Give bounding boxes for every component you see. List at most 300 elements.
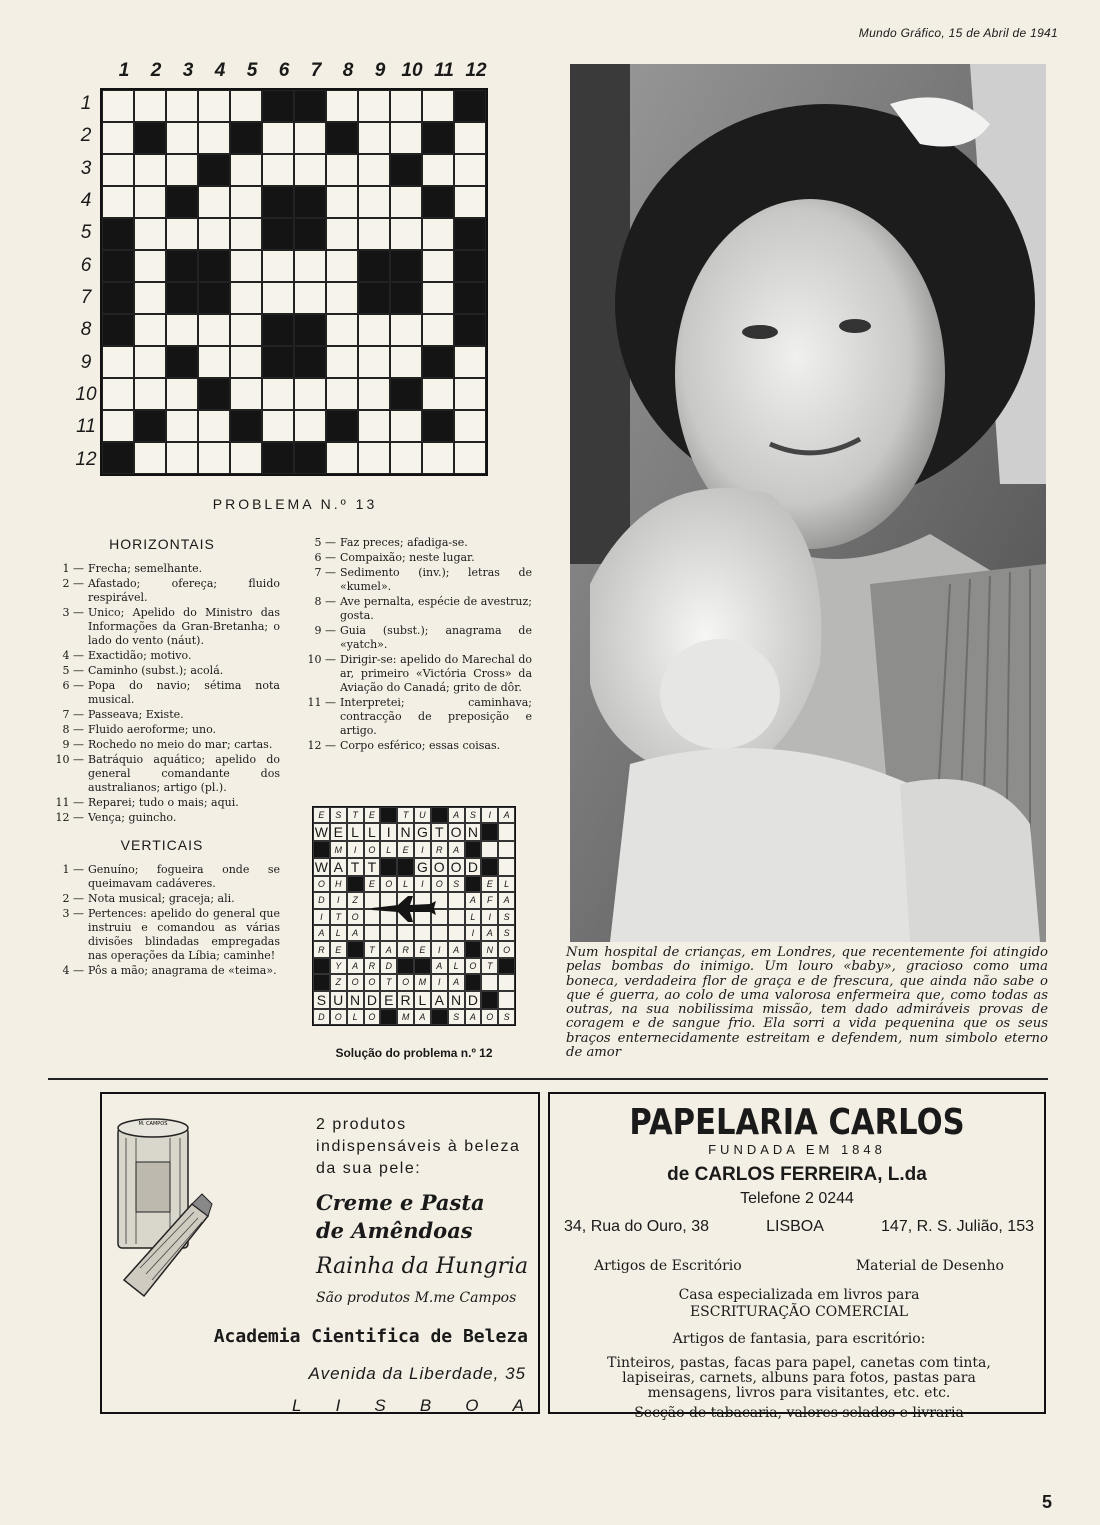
academy-city (292, 1396, 524, 1416)
black-cell (230, 410, 262, 442)
white-cell (294, 282, 326, 314)
column-number: 11 (434, 60, 454, 81)
solution-cell: Z (330, 974, 347, 990)
solution-cell: O (380, 876, 397, 892)
solution-cell: S (465, 807, 482, 823)
white-cell (422, 282, 454, 314)
row-number: 12 (75, 448, 97, 470)
clue-item (44, 679, 280, 707)
black-cell (294, 90, 326, 122)
clue-item (296, 624, 532, 652)
product-name-2: Rainha da Hungria (316, 1254, 529, 1279)
clue-text: Popa do navio; sétima nota musical. (88, 679, 280, 706)
clue-item (44, 796, 280, 810)
white-cell (262, 282, 294, 314)
white-cell (102, 186, 134, 218)
clue-number: 4 — (62, 649, 84, 662)
clue-text: Frecha; semelhante. (88, 562, 203, 575)
solution-cell: A (330, 858, 347, 876)
city-letter: A (512, 1396, 524, 1415)
row-number: 3 (80, 157, 92, 179)
solution-cell: I (414, 841, 431, 857)
black-cell (134, 410, 166, 442)
papelaria-items (594, 1258, 1004, 1274)
horizontais-section (44, 536, 280, 979)
clue-item (44, 753, 280, 795)
white-cell (422, 218, 454, 250)
clue-item (296, 536, 532, 550)
solution-cell: E (414, 941, 431, 957)
white-cell (166, 314, 198, 346)
solution-cell: W (314, 824, 329, 841)
solution-cell (448, 925, 465, 941)
solution-cell: R (313, 941, 330, 957)
solution-cell: T (481, 958, 498, 974)
airplane-icon (368, 892, 438, 926)
clue-number: 3 — (62, 606, 84, 619)
solution-black-cell (313, 841, 330, 857)
clue-item (296, 595, 532, 623)
black-cell (262, 442, 294, 474)
black-cell (454, 314, 486, 346)
solution-black-cell (465, 974, 482, 990)
nurse-baby-photo (570, 64, 1046, 942)
white-cell (198, 314, 230, 346)
black-cell (166, 186, 198, 218)
white-cell (454, 122, 486, 154)
black-cell (102, 442, 134, 474)
solution-cell: R (431, 841, 448, 857)
white-cell (358, 90, 390, 122)
black-cell (198, 378, 230, 410)
white-cell (454, 346, 486, 378)
crossword-row-numbers (74, 88, 98, 476)
solution-cell: S (448, 1009, 465, 1025)
clue-number: 8 — (314, 595, 336, 608)
solution-cell: L (380, 841, 397, 857)
column-number: 7 (310, 60, 322, 81)
clue-text: Caminho (subst.); acolá. (88, 664, 224, 677)
solution-cell: T (431, 823, 448, 841)
solution-cell: S (498, 925, 515, 941)
black-cell (390, 154, 422, 186)
solution-cell (481, 974, 498, 990)
black-cell (390, 282, 422, 314)
papelaria-addresses (564, 1218, 1034, 1236)
white-cell (134, 378, 166, 410)
solution-cell: W (314, 858, 329, 875)
academy-name: Academia Cientifica de Beleza (213, 1326, 528, 1347)
white-cell (230, 314, 262, 346)
white-cell (166, 154, 198, 186)
black-cell (102, 250, 134, 282)
clue-item (44, 708, 280, 722)
black-cell (102, 314, 134, 346)
black-cell (326, 122, 358, 154)
solution-cell: U (414, 807, 431, 823)
solution-cell: D (380, 958, 397, 974)
white-cell (358, 154, 390, 186)
solution-black-cell (313, 974, 330, 990)
white-cell (230, 346, 262, 378)
white-cell (390, 186, 422, 218)
white-cell (422, 154, 454, 186)
solution-cell: O (448, 823, 465, 841)
white-cell (326, 186, 358, 218)
solution-cell: A (481, 925, 498, 941)
clue-number: 4 — (62, 964, 84, 977)
item-escritorio: Artigos de Escritório (594, 1258, 742, 1274)
row-number: 4 (80, 190, 92, 212)
black-cell (454, 90, 486, 122)
black-cell (390, 378, 422, 410)
solution-cell (448, 909, 465, 925)
papelaria-owner: de CARLOS FERREIRA, L.da (667, 1164, 927, 1185)
black-cell (454, 282, 486, 314)
white-cell (326, 442, 358, 474)
solution-cell: R (397, 991, 414, 1009)
clue-item (44, 562, 280, 576)
solution-cell: M (397, 1009, 414, 1025)
black-cell (166, 346, 198, 378)
white-cell (230, 186, 262, 218)
clue-item (296, 551, 532, 565)
problem-title: PROBLEMA N.º 13 (212, 496, 378, 512)
column-number: 1 (118, 60, 130, 81)
solution-cell: F (481, 892, 498, 908)
solution-cell: O (465, 958, 482, 974)
black-cell (198, 154, 230, 186)
address-city: LISBOA (766, 1218, 824, 1235)
black-cell (454, 250, 486, 282)
solution-cell: L (330, 925, 347, 941)
column-number: 2 (150, 60, 162, 81)
black-cell (358, 282, 390, 314)
white-cell (422, 250, 454, 282)
clue-number: 5 — (314, 536, 336, 549)
clue-text: Fluido aeroforme; uno. (88, 723, 217, 736)
white-cell (422, 442, 454, 474)
solution-cell: S (313, 991, 330, 1009)
solution-cell: E (364, 807, 381, 823)
black-cell (262, 218, 294, 250)
white-cell (134, 442, 166, 474)
clue-item (44, 723, 280, 737)
cosmetics-tin-icon (110, 1108, 214, 1304)
black-cell (390, 250, 422, 282)
clue-text: Exactidão; motivo. (88, 649, 192, 662)
solution-cell: D (465, 991, 482, 1009)
black-cell (422, 410, 454, 442)
white-cell (102, 154, 134, 186)
solution-cell: A (313, 925, 330, 941)
white-cell (390, 442, 422, 474)
clue-number: 6 — (314, 551, 336, 564)
white-cell (134, 250, 166, 282)
clue-number: 2 — (62, 577, 84, 590)
row-number: 9 (80, 351, 92, 373)
solution-cell: L (397, 876, 414, 892)
clue-number: 2 — (62, 892, 84, 905)
clue-text: Pertences: apelido do general que instruiu e comandou as várias divisões blindadas empregadas nas operações da Líbia; caminhe! (88, 907, 280, 962)
clue-item (296, 653, 532, 695)
solution-cell: U (330, 991, 347, 1009)
solution-cell: E (313, 807, 330, 823)
solution-cell (448, 892, 465, 908)
address-1: 34, Rua do Ouro, 38 (564, 1218, 709, 1235)
black-cell (294, 314, 326, 346)
white-cell (454, 154, 486, 186)
white-cell (294, 122, 326, 154)
solution-black-cell (498, 958, 515, 974)
white-cell (454, 442, 486, 474)
solution-cell (364, 925, 381, 941)
black-cell (262, 90, 294, 122)
solution-cell (414, 925, 431, 941)
white-cell (166, 378, 198, 410)
solution-black-cell (431, 1009, 448, 1025)
clue-number: 7 — (314, 566, 336, 579)
clue-item (44, 649, 280, 663)
solution-cell: M (414, 974, 431, 990)
solution-cell: A (380, 941, 397, 957)
black-cell (454, 218, 486, 250)
white-cell (262, 250, 294, 282)
divider-line (48, 1078, 1048, 1080)
white-cell (358, 314, 390, 346)
solution-cell: S (330, 807, 347, 823)
clue-number: 1 — (62, 863, 84, 876)
crossword-grid (100, 88, 488, 476)
clue-item (44, 811, 280, 825)
black-cell (134, 122, 166, 154)
column-number: 4 (214, 60, 226, 81)
black-cell (422, 122, 454, 154)
verticais-title: VERTICAIS (120, 837, 204, 853)
clue-item (44, 863, 280, 891)
item-desenho: Material de Desenho (855, 1258, 1004, 1274)
solution-cell: O (364, 841, 381, 857)
clue-number: 3 — (62, 907, 84, 920)
solution-cell: E (330, 941, 347, 957)
white-cell (166, 442, 198, 474)
white-cell (134, 154, 166, 186)
horizontais-list (44, 562, 280, 825)
black-cell (262, 314, 294, 346)
clue-number: 12 — (55, 811, 84, 824)
solution-cell: S (448, 876, 465, 892)
white-cell (262, 410, 294, 442)
clue-item (44, 606, 280, 648)
solution-cell: I (481, 807, 498, 823)
black-cell (262, 346, 294, 378)
solution-cell: O (498, 941, 515, 957)
white-cell (390, 218, 422, 250)
solution-cell: L (414, 991, 431, 1009)
black-cell (422, 346, 454, 378)
clue-item (296, 696, 532, 738)
row-number: 10 (75, 384, 97, 406)
black-cell (422, 186, 454, 218)
clue-text: Nota musical; graceja; ali. (88, 892, 235, 905)
white-cell (358, 186, 390, 218)
solution-black-cell (380, 807, 397, 823)
solution-cell: L (465, 909, 482, 925)
city-letter: S (374, 1396, 386, 1415)
solution-cell: O (431, 876, 448, 892)
row-number: 11 (76, 416, 96, 438)
white-cell (294, 250, 326, 282)
solution-black-cell (465, 941, 482, 957)
clue-number: 6 — (62, 679, 84, 692)
solution-cell: I (431, 974, 448, 990)
white-cell (198, 442, 230, 474)
solution-cell: E (330, 823, 347, 841)
white-cell (134, 186, 166, 218)
city-letter: I (335, 1396, 341, 1415)
solution-cell (498, 858, 515, 876)
black-cell (102, 282, 134, 314)
ad-intro: 2 produtos indispensáveis à beleza da sua pele: (316, 1116, 521, 1177)
clue-text: Interpretei; caminhava; contracção de preposição e artigo. (340, 696, 532, 737)
solution-cell: I (465, 925, 482, 941)
solution-cell: A (431, 991, 448, 1009)
white-cell (358, 442, 390, 474)
clue-text: Batráquio aquático; apelido do general comandante dos australianos; artigo (pl.). (88, 753, 280, 794)
black-cell (102, 218, 134, 250)
white-cell (102, 346, 134, 378)
solution-cell: D (364, 991, 381, 1009)
white-cell (422, 378, 454, 410)
solution-cell: N (481, 941, 498, 957)
solution-cell: N (397, 823, 414, 841)
solution-cell: A (431, 958, 448, 974)
column-number: 9 (374, 60, 386, 81)
white-cell (358, 346, 390, 378)
white-cell (230, 90, 262, 122)
academy-address: Avenida da Liberdade, 35 (308, 1364, 526, 1383)
white-cell (390, 314, 422, 346)
solution-cell: T (397, 807, 414, 823)
solution-cell (498, 991, 515, 1009)
solution-caption: Solução do problema n.º 12 (335, 1046, 493, 1060)
solution-cell: O (481, 1009, 498, 1025)
clue-text: Dirigir-se: apelido do Marechal do ar, primeiro «Victória Cross» da Aviação do Canadá; grito de dôr. (340, 653, 532, 694)
solution-cell: I (481, 909, 498, 925)
solution-cell: A (347, 925, 364, 941)
solution-cell: O (364, 1009, 381, 1025)
clue-text: Pôs a mão; anagrama de «teima». (88, 964, 277, 977)
black-cell (198, 250, 230, 282)
clue-item (296, 566, 532, 594)
clue-item (44, 892, 280, 906)
column-number: 3 (182, 60, 194, 81)
solution-cell: I (414, 876, 431, 892)
horizontais-continued (296, 536, 532, 754)
white-cell (262, 154, 294, 186)
white-cell (294, 378, 326, 410)
column-number: 5 (246, 60, 258, 81)
solution-black-cell (431, 807, 448, 823)
solution-cell: L (448, 958, 465, 974)
solution-cell: T (380, 974, 397, 990)
clue-text: Genuíno; fogueira onde se queimavam cadáveres. (88, 863, 280, 890)
solution-cell: N (465, 823, 482, 841)
white-cell (358, 410, 390, 442)
white-cell (358, 122, 390, 154)
white-cell (358, 378, 390, 410)
white-cell (326, 250, 358, 282)
solution-black-cell (481, 858, 498, 876)
papelaria-founded: FUNDADA EM 1848 (708, 1142, 886, 1157)
solution-black-cell (380, 858, 397, 876)
clue-number: 7 — (62, 708, 84, 721)
solution-cell: O (313, 876, 330, 892)
solution-cell: A (465, 892, 482, 908)
row-number: 5 (80, 222, 92, 244)
solution-cell: O (448, 858, 465, 876)
white-cell (134, 346, 166, 378)
solution-cell: L (498, 876, 515, 892)
black-cell (230, 122, 262, 154)
clue-text: Passeava; Existe. (88, 708, 184, 721)
solution-cell: D (313, 892, 330, 908)
black-cell (294, 442, 326, 474)
solution-cell (498, 841, 515, 857)
solution-cell: I (380, 823, 397, 841)
black-cell (358, 250, 390, 282)
solution-cell: A (465, 1009, 482, 1025)
white-cell (230, 218, 262, 250)
solution-cell: O (347, 909, 364, 925)
solution-cell: D (465, 858, 482, 876)
clue-item (296, 739, 532, 753)
clue-number: 9 — (62, 738, 84, 751)
crossword-column-numbers (108, 60, 492, 82)
solution-cell: I (431, 941, 448, 957)
solution-cell: O (330, 1009, 347, 1025)
white-cell (134, 90, 166, 122)
white-cell (134, 314, 166, 346)
photo-caption: Num hospital de crianças, em Londres, que recentemente foi atingido pelas bombas do inimigo. Um louro «baby», gracioso como uma boneca, verdadeira flor de graça e de frescura, que ainda não sabe o que é guerra, ao colo de uma valorosa enfermeira que, como todas as outras, na sua nobilissima missão, tem dado admiráveis provas de coragem e de sangue frio. Ela sorri a vida pequenina que os seus braços enternecidamente estreitam e defendem, num simbolo eterno de amor (566, 945, 1048, 1061)
solution-cell (397, 925, 414, 941)
solution-cell: A (448, 974, 465, 990)
black-cell (198, 282, 230, 314)
solution-cell (498, 974, 515, 990)
black-cell (262, 186, 294, 218)
white-cell (326, 346, 358, 378)
city-letter: B (419, 1396, 432, 1415)
white-cell (198, 186, 230, 218)
solution-cell: R (397, 941, 414, 957)
page-header: Mundo Gráfico, 15 de Abril de 1941 (858, 26, 1058, 40)
solution-cell: A (448, 841, 465, 857)
solution-black-cell (313, 958, 330, 974)
white-cell (198, 410, 230, 442)
clue-text: Reparei; tudo o mais; aqui. (88, 796, 239, 809)
white-cell (230, 282, 262, 314)
solution-cell: I (313, 909, 330, 925)
white-cell (326, 90, 358, 122)
white-cell (198, 122, 230, 154)
solution-cell: R (364, 958, 381, 974)
clue-text: Rochedo no meio do mar; cartas. (88, 738, 273, 751)
white-cell (198, 346, 230, 378)
solution-cell (481, 841, 498, 857)
white-cell (390, 122, 422, 154)
special-line-1: Casa especializada em livros para (678, 1287, 920, 1303)
solution-cell: N (448, 991, 465, 1009)
